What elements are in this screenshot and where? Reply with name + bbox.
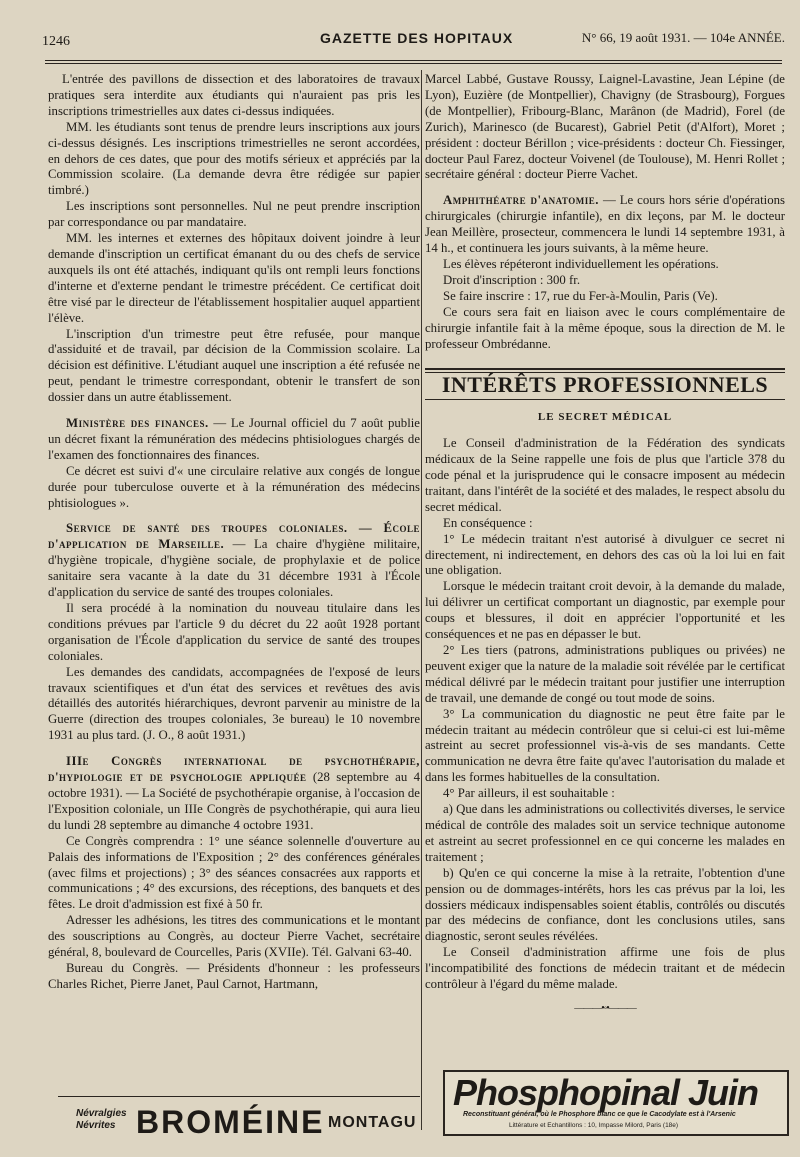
- article-subtitle: LE SECRET MÉDICAL: [537, 411, 673, 424]
- section-heading: Ministère des finances.: [66, 416, 209, 431]
- ad-brand: BROMÉINE: [136, 1104, 325, 1140]
- journal-title: GAZETTE DES HOPITAUX: [320, 30, 514, 46]
- ad-address: Littérature et Echantillons : 10, Impasse Milord, Paris (18e): [509, 1122, 679, 1129]
- paragraph: Les inscriptions sont personnelles. Nul ne peut prendre inscription par correspondance ou par mandataire.: [48, 199, 420, 230]
- paragraph: MM. les étudiants sont tenus de prendre leurs inscriptions aux jours ci-dessus désignés. Les inscriptions trimestrielles ne seront accordées, en dehors de ces dates, que pour des motifs sérieux et appréciés par la Commission scolaire. (La demande devra être rédigée sur papier timbré.): [48, 119, 420, 198]
- paragraph: Ce cours sera fait en liaison avec le cours complémentaire de chirurgie infantile fait à la même époque, sous la direction de M. le professeur Ombrédanne.: [425, 304, 785, 351]
- paragraph: L'entrée des pavillons de dissection et des laboratoires de travaux pratiques sera interdite aux étudiants qui n'auraient pas pris les inscriptions trimestrielles aux dates ci-dessus indiquées.: [48, 72, 420, 118]
- ad-rule: [58, 1096, 420, 1097]
- paragraph: Droit d'inscription : 300 fr.: [443, 272, 581, 287]
- paragraph: Les élèves répéteront individuellement les opérations.: [443, 256, 719, 271]
- section-title: INTÉRÊTS PROFESSIONNELS: [441, 372, 769, 398]
- page-number: 1246: [42, 34, 70, 49]
- paragraph: Il sera procédé à la nomination du nouveau titulaire dans les conditions prévues par l'article 9 du décret du 22 août 1928 portant organisation de l'École d'application du service de santé des troupes coloniales.: [48, 601, 420, 663]
- paragraph: Le Conseil d'administration de la Fédération des syndicats médicaux de la Seine rappelle une fois de plus que l'article 378 du code pénal et la jurisprudence qui le consacre imposent au médecin traitant, dans l'intérêt de la société et des malades, le respect absolu du secret médical.: [425, 436, 785, 514]
- paragraph: L'inscription d'un trimestre peut être refusée, pour manque d'assiduité et de travail, par décision de la Commission scolaire. La décision est définitive. L'étudiant auquel une inscription a été refusée ne peut, pendant le trimestre correspondant, obtenir le transfert de son dossier dans un autre établissement.: [48, 326, 420, 405]
- section-title-box: [425, 368, 785, 400]
- news-item-anatomy: [425, 193, 785, 257]
- paragraph: a) Que dans les administrations ou collectivités diverses, le service médical de contrôle des malades soit un service technique autonome et astreint au secret professionnel en ce qui concerne les malades en traitement ;: [425, 802, 785, 864]
- paragraph: 1° Le médecin traitant n'est autorisé à divulguer ce secret ni directement, ni indirectement, en dehors des cas où la loi lui en fait une obligation.: [425, 531, 785, 578]
- paragraph: Le Conseil d'administration affirme une fois de plus l'incompatibilité des fonctions de médecin traitant et de médecin contrôleur à l'égard du même malade.: [425, 945, 785, 992]
- end-ornament: ———•◦•———: [574, 1002, 636, 1014]
- right-column: [425, 72, 785, 1021]
- paragraph: b) Qu'en ce qui concerne la mise à la retraite, l'obtention d'une pension ou de dommages-intérêts, hors les cas prévus par la loi, les dossiers médicaux indispensables soient établis, contrôlés ou discutés par des médecins de confiance, dont les conclusions utiles, sans diagnostic, seront seules révélées.: [425, 865, 785, 944]
- paragraph: Marcel Labbé, Gustave Roussy, Laignel-Lavastine, Jean Lépine (de Lyon), Euzière (de Montpellier), Chavigny (de Strasbourg), Forgues (de Montpellier), Fribourg-Blanc, Marânon (de Madrid), Forel (de Zurich), Marinesco (de Bucarest), Gabriel Petit (d'Alfort), Moret ; président : docteur Bérillon ; vice-présidents : docteur Ch. Fiessinger, docteur Paul Farez, docteur Voivenel (de Toulouse), M. Henri Rollet ; secrétaire général : docteur Pierre Vachet.: [425, 72, 785, 182]
- section-heading: Service de santé des troupes coloniales. — École d'application de Marseille.: [48, 521, 420, 552]
- news-text: — Le Journal officiel du 7 août publie un décret fixant la rémunération des médecins phtisiologues chargés de l'examen des fonctionnaires des finances.: [48, 416, 420, 462]
- paragraph: Se faire inscrire : 17, rue du Fer-à-Moulin, Paris (Ve).: [443, 288, 718, 303]
- news-text: (28 septembre au 4 octobre 1931). — La Société de psychothérapie organise, à l'occasion de l'Exposition coloniale, un IIIe Congrès de psychothérapie, qui aura lieu du lundi 28 septembre au dimanche 4 octobre 1931.: [48, 770, 420, 832]
- ad-tagline: Reconstituant général, où le Phosphore blanc ce que le Cacodylate est à l'Arsenic: [463, 1111, 736, 1118]
- paragraph: 3° La communication du diagnostic ne peut être faite par le médecin traitant au médecin contrôleur que si celui-ci est lui-même astreint au secret professionnel vis-à-vis de ses mandants. Cette communication ne devra être faite qu'avec l'autorisation du malade et dans les formes habituelles de la consultation.: [425, 706, 785, 785]
- issue-info: N° 66, 19 août 1931. — 104e ANNÉE.: [581, 30, 785, 45]
- header-rule: [45, 60, 782, 61]
- paragraph: Ce décret est suivi d'« une circulaire relative aux congés de longue durée pour tuberculose ouverte et à la rémunération des médecins phtisiologues ».: [48, 463, 420, 510]
- paragraph: En conséquence :: [443, 515, 533, 530]
- paragraph: 4° Par ailleurs, il est souhaitable :: [443, 786, 615, 801]
- ad-brand: Phosphopinal Juin: [453, 1072, 758, 1113]
- paragraph: MM. les internes et externes des hôpitaux doivent joindre à leur demande d'inscription un certificat émanant du ou des chefs de service auxquels ils ont été attachés, indiquant qu'ils ont rempli leurs fonctions d'interne et d'externe pendant le trimestre précédent. Ce certificat doit être visé par le directeur de l'établissement hospitalier auquel appartient l'élève.: [48, 231, 420, 325]
- section-heading: IIIe Congrès international de psychothérapie, d'hypiologie et de psychologie appliquée: [48, 754, 420, 785]
- news-item-congress: [48, 754, 420, 834]
- ad-maker: MONTAGU: [328, 1114, 417, 1131]
- page-header: [40, 28, 785, 50]
- news-item-colonial-health: [48, 521, 420, 601]
- section-heading: Amphithéatre d'anatomie.: [443, 193, 599, 208]
- paragraph: Adresser les adhésions, les titres des communications et le montant des souscriptions au Congrès, au docteur Pierre Vachet, secrétaire général, 8, boulevard de Courcelles, Paris (XVIIe). Tél. Galvani 63-40.: [48, 913, 420, 960]
- paragraph: Ce Congrès comprendra : 1° une séance solennelle d'ouverture au Palais des informations de l'Exposition ; 2° des conférences générales (avec films et projections) ; 3° des séances consacrées aux rapports et communications ; 4° des excursions, des réceptions, des banquets et des fêtes. Le droit d'admission est fixé à 50 fr.: [48, 833, 420, 912]
- paragraph: 2° Les tiers (patrons, administrations publiques ou privées) ne peuvent exiger que la nature de la maladie soit révélée par le certificat médical délivré par le médecin traitant pour justifier une interruption de travail, une demande de congé ou tout mode de soins.: [425, 643, 785, 705]
- header-rule-2: [45, 63, 782, 64]
- column-divider: [421, 70, 422, 1130]
- paragraph: Les demandes des candidats, accompagnées de l'exposé de leurs travaux scientifiques et d'un état des services et revêtues des avis détaillés des autorités hiérarchiques, devront parvenir au ministre de la Guerre (direction des troupes coloniales, 3e bureau) le 10 novembre 1931 au plus tard. (J. O., 8 août 1931.): [48, 664, 420, 743]
- bromeine-advertisement: [58, 1090, 420, 1140]
- news-item-finances: [48, 416, 420, 464]
- phosphopinal-advertisement: [443, 1070, 789, 1136]
- paragraph: Bureau du Congrès. — Présidents d'honneur : les professeurs Charles Richet, Pierre Janet, Paul Carnot, Hartmann,: [48, 960, 420, 991]
- news-text: — La chaire d'hygiène militaire, d'hygiène tropicale, d'hygiène sociale, de prophylaxie et de police sanitaire sera vacante à la date du 31 décembre 1931 à l'École d'application du service de santé des troupes coloniales.: [48, 537, 420, 600]
- paragraph: Lorsque le médecin traitant croit devoir, à la demande du malade, lui délivrer un certificat comportant un diagnostic, par exemple pour coups et blessures, il doit en apprécier l'opportunité et les conséquences et ne pas en dépasser le but.: [425, 579, 785, 642]
- news-text: — Le cours hors série d'opérations chirurgicales (chirurgie infantile), en dix leçons, par M. le docteur Jean Meillère, prosecteur, commencera le lundi 14 septembre 1931, à 14 h., et continuera les jours suivants, à la même heure.: [425, 193, 785, 256]
- ad-indication: Névralgies Névrites: [76, 1108, 127, 1131]
- left-column: [48, 72, 420, 993]
